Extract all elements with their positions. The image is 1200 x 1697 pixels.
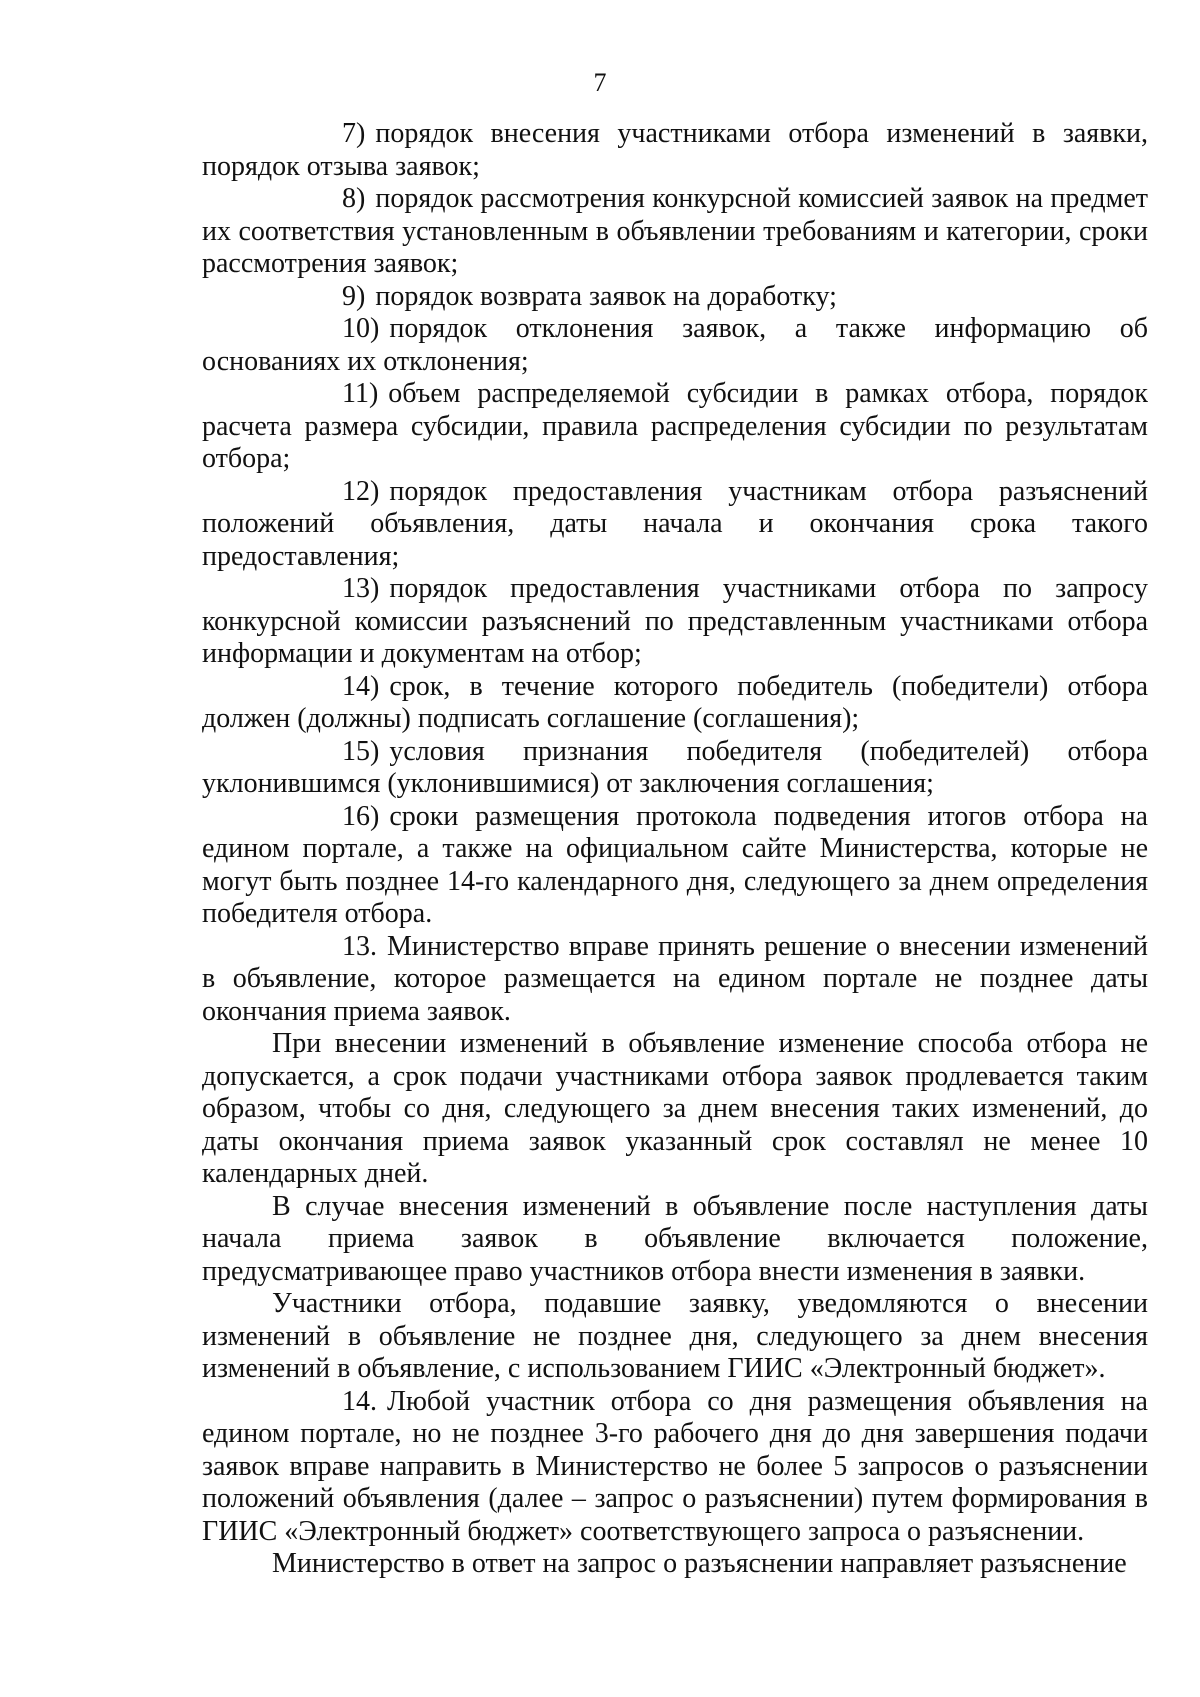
- paragraph: [202, 1191, 1148, 1289]
- paragraph: [202, 736, 1148, 801]
- paragraph: [202, 671, 1148, 736]
- paragraph: [202, 801, 1148, 931]
- item-number: 11): [342, 378, 379, 409]
- paragraph-text: порядок предоставления участникам отбора разъяснений положений объявления, даты начала и окончания срока такого предоставления;: [202, 475, 1148, 572]
- item-number: 7): [342, 118, 366, 149]
- paragraph-text: Министерство вправе принять решение о внесении изменений в объявление, которое размещается на едином портале не позднее даты окончания приема заявок.: [202, 930, 1148, 1027]
- paragraph-text: срок, в течение которого победитель (победители) отбора должен (должны) подписать соглашение (соглашения);: [202, 670, 1148, 734]
- item-number: 12): [342, 475, 380, 507]
- paragraph-text: порядок отклонения заявок, а также информацию об основаниях их отклонения;: [202, 313, 1148, 377]
- paragraph: [202, 573, 1148, 671]
- paragraph: [202, 313, 1148, 378]
- paragraph: [202, 931, 1148, 1029]
- item-number: 9): [342, 280, 366, 312]
- paragraph: [202, 1386, 1148, 1549]
- paragraph-text: порядок рассмотрения конкурсной комиссией заявок на предмет их соответствия установленным в объявлении требованиям и категории, сроки рассмотрения заявок;: [202, 183, 1148, 279]
- paragraph-text: объем распределяемой субсидии в рамках отбора, порядок расчета размера субсидии, правила распределения субсидии по результатам отбора;: [202, 378, 1148, 474]
- paragraph-text: Министерство в ответ на запрос о разъяснении направляет разъяснение: [272, 1548, 1127, 1579]
- paragraph-text: условия признания победителя (победителей) отбора уклонившимся (уклонившимися) от заключения соглашения;: [202, 735, 1148, 799]
- item-number: 14): [342, 670, 380, 702]
- paragraph: [202, 1028, 1148, 1191]
- paragraph: [202, 378, 1148, 476]
- item-number: 16): [342, 800, 380, 832]
- item-number: 13.: [342, 930, 377, 962]
- paragraph: [202, 1288, 1148, 1386]
- paragraph: [202, 476, 1148, 574]
- paragraph: [202, 1548, 1148, 1581]
- page-number: 7: [593, 68, 607, 97]
- item-number: 15): [342, 735, 380, 767]
- item-number: 10): [342, 313, 380, 344]
- paragraph-text: При внесении изменений в объявление изменение способа отбора не допускается, а срок подачи участниками отбора заявок продлевается таким образом, чтобы со дня, следующего за днем внесения таких изменений, до даты окончания приема заявок указанный срок составлял не менее 10 календарных дней.: [202, 1028, 1148, 1189]
- paragraph-text: порядок внесения участниками отбора изменений в заявки, порядок отзыва заявок;: [202, 118, 1148, 182]
- paragraph: [202, 183, 1148, 281]
- paragraph-text: порядок возврата заявок на доработку;: [375, 280, 837, 312]
- paragraph-text: сроки размещения протокола подведения итогов отбора на едином портале, а также на официальном сайте Министерства, которые не могут быть позднее 14-го календарного дня, следующего за днем определения победителя отбора.: [202, 800, 1148, 929]
- item-number: 8): [342, 183, 366, 214]
- paragraph-text: порядок предоставления участниками отбора по запросу конкурсной комиссии разъяснений по представленным участниками отбора информации и документам на отбор;: [202, 573, 1148, 669]
- paragraph-text: В случае внесения изменений в объявление после наступления даты начала приема заявок в объявление включается положение, предусматривающее право участников отбора внести изменения в заявки.: [202, 1190, 1148, 1287]
- document-body: [202, 118, 1148, 1581]
- paragraph: [202, 281, 1148, 314]
- paragraph: [202, 118, 1148, 183]
- paragraph-text: Участники отбора, подавшие заявку, уведомляются о внесении изменений в объявление не позднее дня, следующего за днем внесения изменений в объявление, с использованием ГИИС «Электронный бюджет».: [202, 1288, 1148, 1384]
- paragraph-text: Любой участник отбора со дня размещения объявления на едином портале, но не позднее 3-го рабочего дня до дня завершения подачи заявок вправе направить в Министерство не более 5 запросов о разъяснении положений объявления (далее – запрос о разъяснении) путем формирования в ГИИС «Электронный бюджет» соответствующего запроса о разъяснении.: [202, 1385, 1148, 1547]
- item-number: 13): [342, 573, 380, 604]
- item-number: 14.: [342, 1385, 377, 1417]
